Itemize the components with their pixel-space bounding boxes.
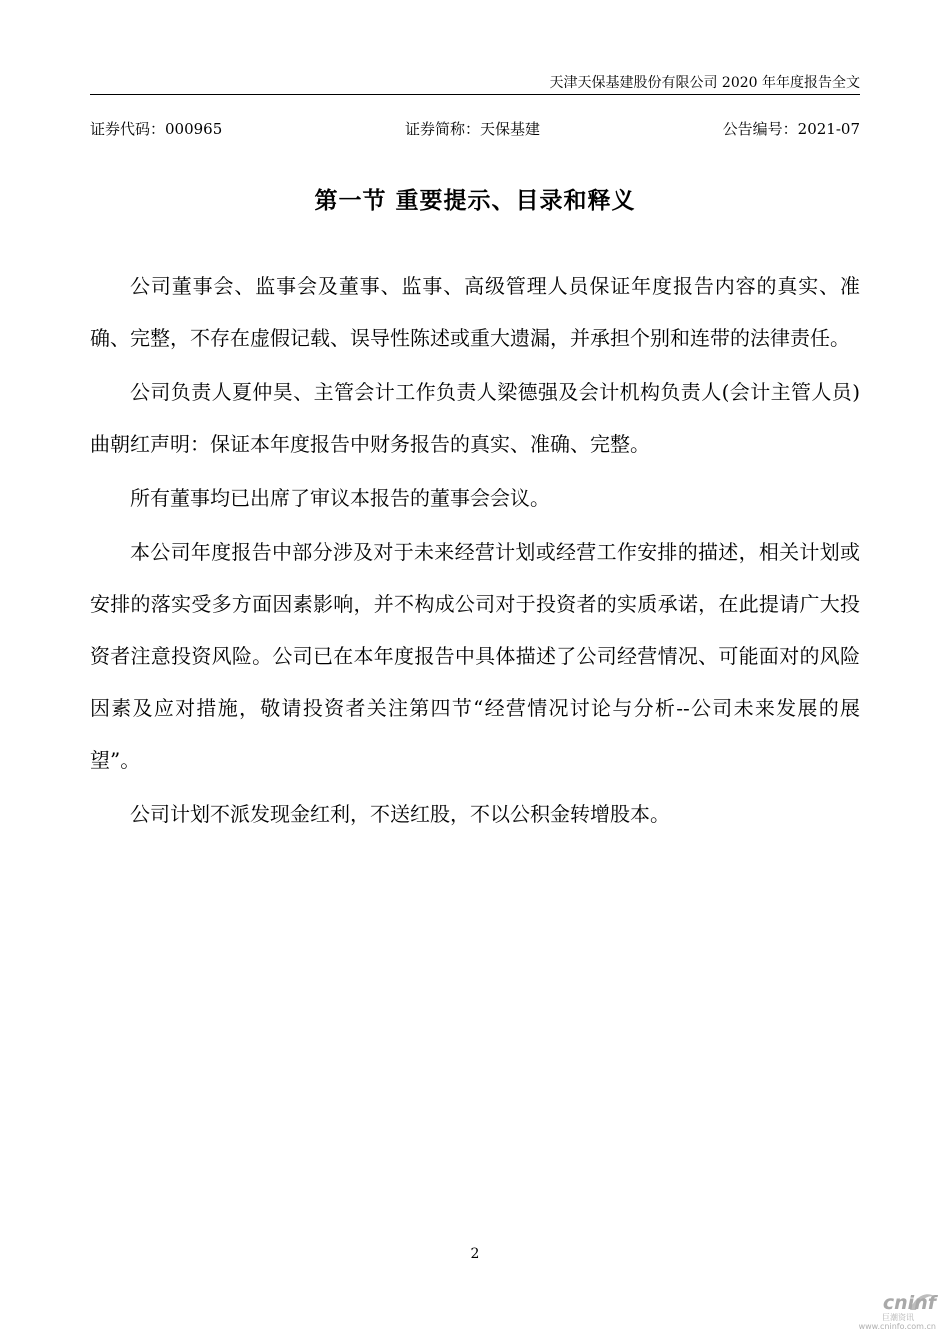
paragraph-dividend: 公司计划不派发现金红利，不送红股，不以公积金转增股本。 [130, 802, 670, 826]
paragraph-financial-statement: 公司负责人夏仲昊、主管会计工作负责人梁德强及会计机构负责人(会计主管人员)曲朝红声明：保证本年度报告中财务报告的真实、准确、完整。 [90, 380, 860, 456]
meta-row [90, 118, 860, 139]
watermark-sub: 巨潮资讯 [882, 1313, 914, 1322]
stock-code: 证券代码：000965 [90, 120, 223, 138]
watermark-brand: cninf [882, 1292, 936, 1314]
running-header: 天津天保基建股份有限公司 2020 年年度报告全文 [549, 75, 860, 91]
stock-abbreviation: 证券简称：天保基建 [404, 120, 540, 138]
announcement-number: 公告编号：2021-07 [722, 120, 860, 138]
body-text [90, 260, 860, 842]
cninfo-watermark [844, 1290, 936, 1336]
section-title: 第一节 重要提示、目录和释义 [314, 188, 636, 214]
header-rule [90, 94, 860, 95]
paragraph-attendance: 所有董事均已出席了审议本报告的董事会会议。 [130, 486, 550, 510]
page-number: 2 [470, 1246, 480, 1262]
paragraph-risk-notice: 本公司年度报告中部分涉及对于未来经营计划或经营工作安排的描述，相关计划或安排的落实受多方面因素影响，并不构成公司对于投资者的实质承诺，在此提请广大投资者注意投资风险。公司已在本年度报告中具体描述了公司经营情况、可能面对的风险因素及应对措施，敬请投资者关注第四节“经营情况讨论与分析--公司未来发展的展望”。 [90, 540, 860, 772]
watermark-url: www.cninfo.com.cn [858, 1322, 936, 1331]
paragraph-responsibility: 公司董事会、监事会及董事、监事、高级管理人员保证年度报告内容的真实、准确、完整，不存在虚假记载、误导性陈述或重大遗漏，并承担个别和连带的法律责任。 [90, 274, 860, 350]
